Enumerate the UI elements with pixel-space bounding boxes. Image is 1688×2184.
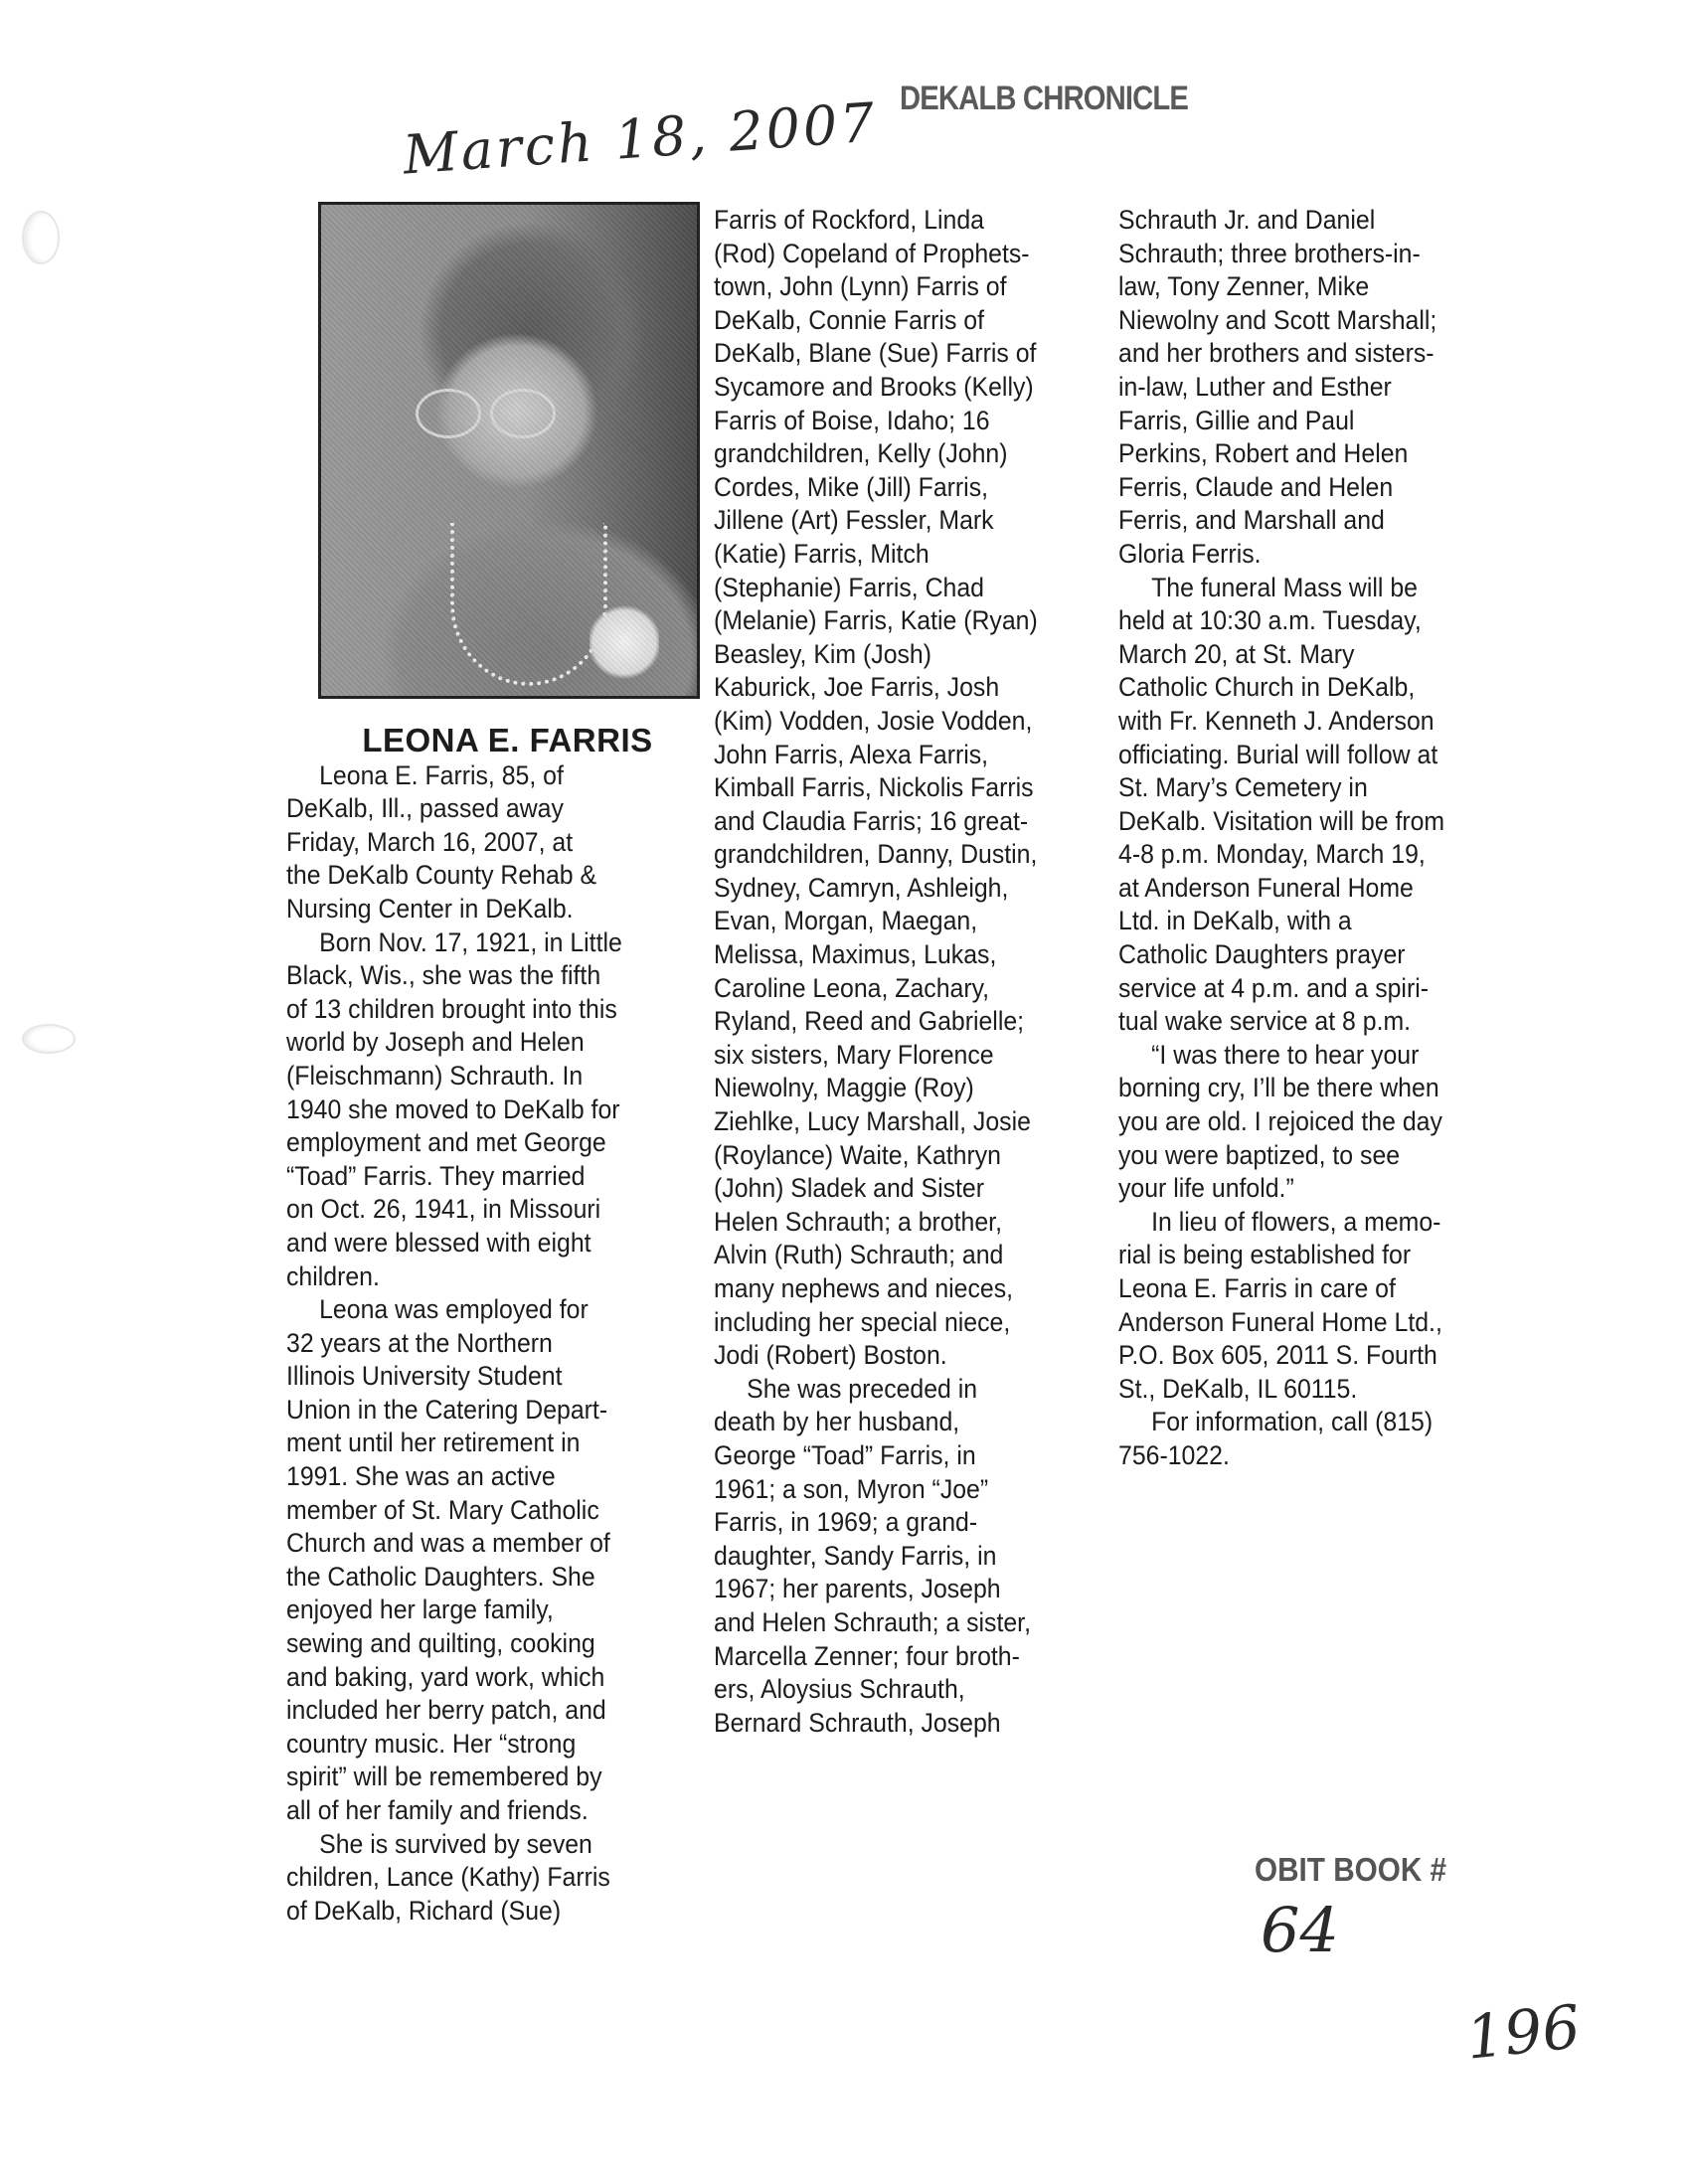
text-line: Melissa, Maximus, Lukas, (714, 939, 997, 970)
text-line: Farris, in 1969; a grand- (714, 1507, 978, 1538)
text-line: Sydney, Camryn, Ashleigh, (714, 872, 1009, 903)
text-line: 756-1022. (1118, 1439, 1230, 1470)
text-line: John Farris, Alexa Farris, (714, 739, 989, 769)
text-line: ment until her retirement in (286, 1428, 581, 1458)
text-line: Jodi (Robert) Boston. (714, 1340, 947, 1371)
text-line: 32 years at the Northern (286, 1327, 553, 1358)
text-line: Leona E. Farris, 85, of (319, 759, 564, 790)
text-line: Perkins, Robert and Helen (1118, 438, 1409, 469)
text-line: including her special niece, (714, 1306, 1011, 1337)
text-line: 4-8 p.m. Monday, March 19, (1118, 839, 1426, 870)
text-line: you were baptized, to see (1118, 1139, 1401, 1170)
text-line: Niewolny, Maggie (Roy) (714, 1073, 974, 1103)
text-line: Caroline Leona, Zachary, (714, 972, 990, 1003)
text-line: included her berry patch, and (286, 1695, 606, 1726)
text-line: Marcella Zenner; four broth- (714, 1640, 1020, 1671)
text-line: Black, Wis., she was the fifth (286, 960, 601, 991)
text-line: Anderson Funeral Home Ltd., (1118, 1306, 1442, 1337)
text-line: of 13 children brought into this (286, 993, 617, 1024)
text-line: She was preceded in (747, 1373, 978, 1404)
text-line: “Toad” Farris. They married (286, 1160, 586, 1191)
text-line: Niewolny and Scott Marshall; (1118, 304, 1437, 335)
text-line: Leona was employed for (319, 1294, 589, 1325)
text-line: children. (286, 1260, 380, 1291)
text-line: Helen Schrauth; a brother, (714, 1206, 1002, 1237)
column-1-body (286, 759, 669, 1929)
text-line: Beasley, Kim (Josh) (714, 638, 932, 669)
text-line: Ltd. in DeKalb, with a (1118, 906, 1352, 936)
text-line: your life unfold.” (1118, 1173, 1294, 1204)
text-line: Gloria Ferris. (1118, 538, 1262, 569)
text-line: Nursing Center in DeKalb. (286, 893, 574, 924)
obituary-headline: LEONA E. FARRIS (362, 722, 653, 758)
text-line: death by her husband, (714, 1407, 960, 1437)
text-line: Church and was a member of (286, 1528, 610, 1559)
text-line: Schrauth; three brothers-in- (1118, 238, 1421, 268)
text-line: grandchildren, Kelly (John) (714, 438, 1008, 469)
text-line: DeKalb. Visitation will be from (1118, 805, 1445, 836)
text-line: borning cry, I’ll be there when (1118, 1073, 1439, 1103)
text-line: (Katie) Farris, Mitch (714, 538, 929, 569)
text-line: “I was there to hear your (1151, 1039, 1420, 1070)
text-line: Friday, March 16, 2007, at (286, 826, 574, 857)
photo-glasses-right (490, 389, 556, 438)
text-line: Born Nov. 17, 1921, in Little (319, 926, 622, 957)
text-line: the DeKalb County Rehab & (286, 860, 597, 891)
text-line: ers, Aloysius Schrauth, (714, 1674, 965, 1705)
text-line: member of St. Mary Catholic (286, 1494, 599, 1525)
column-2-body (714, 204, 1097, 1740)
text-line: Kimball Farris, Nickolis Farris (714, 772, 1034, 803)
photo-corsage (590, 602, 659, 682)
text-line: Catholic Daughters prayer (1118, 939, 1406, 970)
text-line: and Helen Schrauth; a sister, (714, 1606, 1031, 1637)
text-line: Farris of Rockford, Linda (714, 205, 984, 235)
text-line: rial is being established for (1118, 1240, 1412, 1270)
text-line: officiating. Burial will follow at (1118, 739, 1438, 769)
photo-glasses-left (416, 389, 481, 438)
text-line: held at 10:30 a.m. Tuesday, (1118, 605, 1422, 636)
text-line: and her brothers and sisters- (1118, 338, 1435, 369)
text-line: in-law, Luther and Esther (1118, 371, 1392, 402)
text-line: you are old. I rejoiced the day (1118, 1106, 1442, 1137)
text-line: sewing and quilting, cooking (286, 1628, 595, 1659)
handwritten-date: March 18, 2007 (401, 90, 880, 187)
text-line: In lieu of flowers, a memo- (1151, 1206, 1441, 1237)
text-line: (Roylance) Waite, Kathryn (714, 1139, 1001, 1170)
text-line: and Claudia Farris; 16 great- (714, 805, 1029, 836)
text-line: 1991. She was an active (286, 1461, 556, 1492)
text-line: all of her family and friends. (286, 1795, 589, 1825)
text-line: daughter, Sandy Farris, in (714, 1540, 997, 1571)
text-line: Evan, Morgan, Maegan, (714, 906, 978, 936)
portrait-photo (318, 202, 700, 699)
text-line: Farris, Gillie and Paul (1118, 405, 1355, 435)
text-line: Ferris, Claude and Helen (1118, 471, 1394, 502)
text-line: grandchildren, Danny, Dustin, (714, 839, 1038, 870)
article-column-3 (1118, 204, 1501, 1473)
text-line: six sisters, Mary Florence (714, 1039, 994, 1070)
text-line: at Anderson Funeral Home (1118, 872, 1414, 903)
obit-book-stamp: OBIT BOOK # (1255, 1851, 1447, 1888)
text-line: Ferris, and Marshall and (1118, 505, 1385, 536)
handwritten-book-number: 64 (1261, 1894, 1339, 1966)
article-column-2 (714, 204, 1097, 1740)
text-line: (Stephanie) Farris, Chad (714, 572, 984, 602)
text-line: Ryland, Reed and Gabrielle; (714, 1006, 1025, 1037)
text-line: spirit” will be remembered by (286, 1762, 602, 1792)
photo-pearl-necklace (450, 523, 607, 686)
text-line: service at 4 p.m. and a spiri- (1118, 972, 1430, 1003)
text-line: P.O. Box 605, 2011 S. Fourth (1118, 1340, 1437, 1371)
text-line: and baking, yard work, which (286, 1661, 605, 1692)
text-line: tual wake service at 8 p.m. (1118, 1006, 1412, 1037)
text-line: of DeKalb, Richard (Sue) (286, 1895, 562, 1926)
text-line: The funeral Mass will be (1151, 572, 1418, 602)
text-line: town, John (Lynn) Farris of (714, 271, 1007, 302)
text-line: (Kim) Vodden, Josie Vodden, (714, 705, 1033, 736)
text-line: enjoyed her large family, (286, 1595, 554, 1625)
text-line: and were blessed with eight (286, 1227, 591, 1258)
text-line: Cordes, Mike (Jill) Farris, (714, 471, 989, 502)
text-line: with Fr. Kenneth J. Anderson (1118, 705, 1435, 736)
text-line: Kaburick, Joe Farris, Josh (714, 672, 1000, 703)
text-line: March 20, at St. Mary (1118, 638, 1355, 669)
text-line: employment and met George (286, 1127, 606, 1158)
text-line: children, Lance (Kathy) Farris (286, 1862, 610, 1893)
column-3-body (1118, 204, 1501, 1473)
text-line: (Melanie) Farris, Katie (Ryan) (714, 605, 1038, 636)
text-line: Bernard Schrauth, Joseph (714, 1707, 1001, 1738)
text-line: 1961; a son, Myron “Joe” (714, 1473, 989, 1504)
text-line: Sycamore and Brooks (Kelly) (714, 371, 1034, 402)
text-line: DeKalb, Ill., passed away (286, 793, 564, 824)
text-line: Catholic Church in DeKalb, (1118, 672, 1416, 703)
text-line: law, Tony Zenner, Mike (1118, 271, 1370, 302)
punch-hole-top (22, 211, 60, 264)
text-line: St., DeKalb, IL 60115. (1118, 1373, 1358, 1404)
text-line: country music. Her “strong (286, 1728, 577, 1759)
text-line: Schrauth Jr. and Daniel (1118, 205, 1376, 235)
text-line: Leona E. Farris in care of (1118, 1273, 1396, 1303)
text-line: George “Toad” Farris, in (714, 1439, 976, 1470)
text-line: DeKalb, Connie Farris of (714, 304, 984, 335)
text-line: Ziehlke, Lucy Marshall, Josie (714, 1106, 1031, 1137)
text-line: Farris of Boise, Idaho; 16 (714, 405, 990, 435)
text-line: many nephews and nieces, (714, 1273, 1014, 1303)
text-line: Illinois University Student (286, 1361, 563, 1392)
text-line: on Oct. 26, 1941, in Missouri (286, 1194, 601, 1225)
text-line: She is survived by seven (319, 1828, 592, 1859)
text-line: St. Mary’s Cemetery in (1118, 772, 1368, 803)
text-line: Union in the Catering Depart- (286, 1394, 608, 1425)
text-line: Jillene (Art) Fessler, Mark (714, 505, 994, 536)
punch-hole-middle (22, 1024, 76, 1054)
text-line: (John) Sladek and Sister (714, 1173, 985, 1204)
text-line: (Rod) Copeland of Prophets- (714, 238, 1030, 268)
text-line: (Fleischmann) Schrauth. In (286, 1060, 584, 1091)
text-line: 1967; her parents, Joseph (714, 1574, 1001, 1604)
newspaper-masthead: DEKALB CHRONICLE (900, 80, 1189, 117)
text-line: Alvin (Ruth) Schrauth; and (714, 1240, 1004, 1270)
text-line: world by Joseph and Helen (286, 1027, 585, 1058)
text-line: the Catholic Daughters. She (286, 1561, 595, 1592)
text-line: For information, call (815) (1151, 1407, 1434, 1437)
article-column-1 (286, 724, 669, 1928)
text-line: 1940 she moved to DeKalb for (286, 1093, 620, 1124)
text-line: DeKalb, Blane (Sue) Farris of (714, 338, 1037, 369)
handwritten-page-number: 196 (1462, 1992, 1584, 2074)
